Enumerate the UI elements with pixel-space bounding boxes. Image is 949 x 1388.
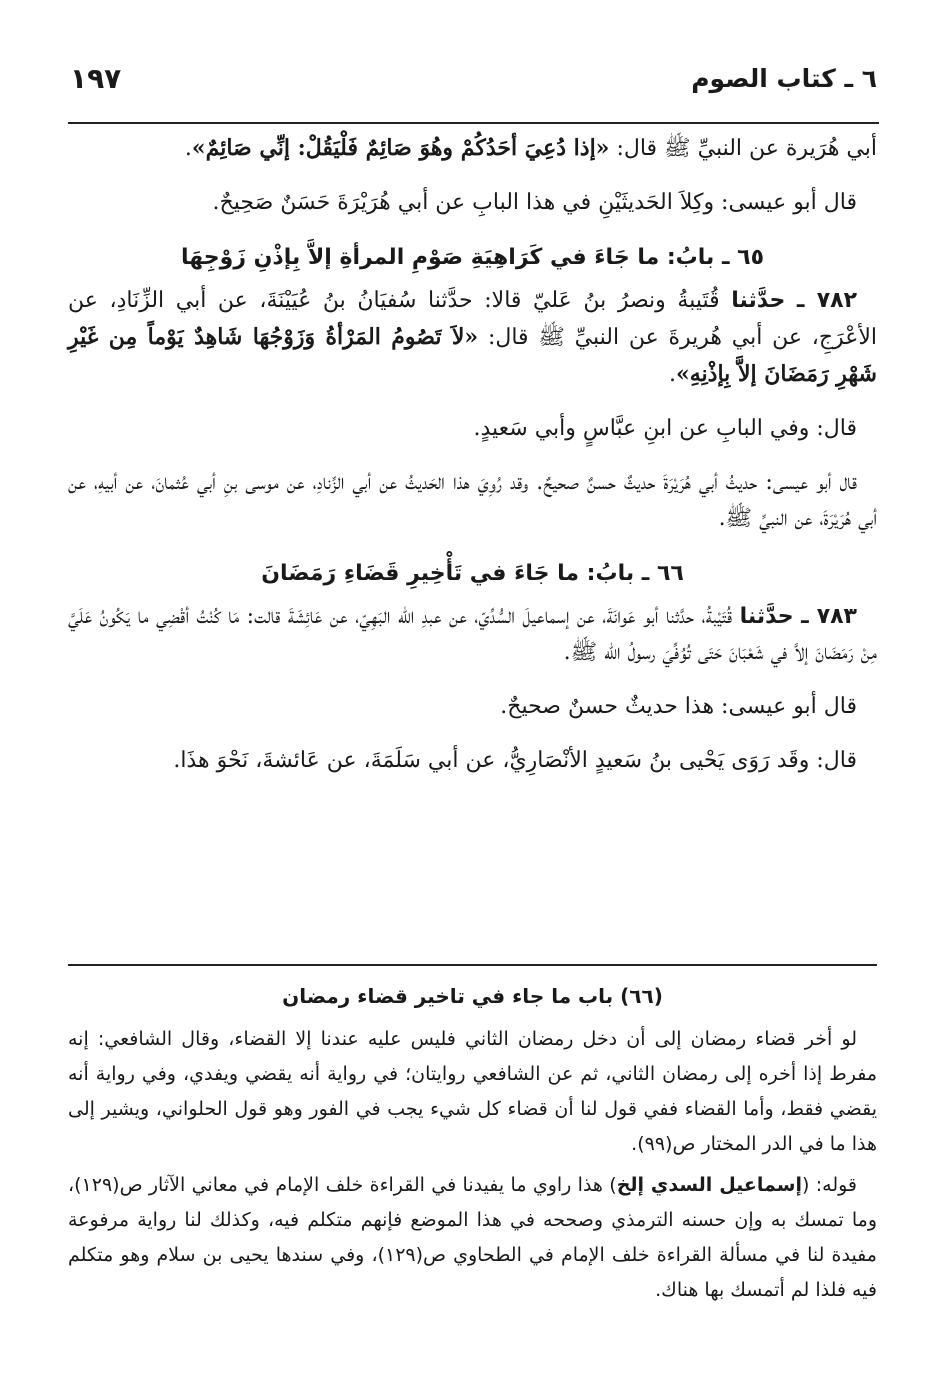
hadith-end: .: [184, 136, 192, 161]
hadith-783: [68, 599, 877, 671]
abu-isa-comment: قال أبو عيسى: حديثُ أبي هُرَيْرَةَ حديثٌ حسنٌ صحيحٌ. وقد رُوِيَ هذا الحَديثُ عن أبي الزِّنادِ، عن موسى بنِ أبي عُثمانَ، عن أبيهِ، عن أبي هُرَيْرَةَ، عن النبيِّ ﷺ.: [68, 470, 877, 531]
chapter-title: ٦ ـ كتاب الصوم: [691, 64, 877, 93]
hadith-end: .: [669, 362, 676, 387]
footnote-bold-term: إسماعيل السدي إلخ: [616, 1174, 802, 1196]
footnote-paragraph: [68, 1168, 877, 1308]
chapter-heading-65: ٦٥ ـ بابُ: ما جَاءَ في كَرَاهِيَةِ صَوْمِ المرأةِ إلاَّ بِإذْنِ زَوْجِهَا: [181, 245, 764, 270]
footnote-text: ) هذا راوي ما يفيدنا في القراءة خلف الإمام في معاني الآثار ص(١٢٩)، وما تمسك به وإن حسنه الترمذي وصححه في هذا الموضع فإنهم متكلم فيه، وكذلك لنا رواية مرفوعة مفيدة لنا في مسألة القراءة خلف الإمام في الطحاوي ص(١٢٩)، وفي سندها يحيى بن سلام وهو متكلم فيه فلذا لم أتمسك بها هناك.: [68, 1174, 877, 1301]
hadith-782: [68, 283, 877, 393]
hadith-isnad: قُتَيبةُ ونصرُ بنُ عَليّ قالا: حدَّثنا سُفيَانُ بنُ عُيَيْنَةَ، عن أبي الزِّنَادِ، عن الأعْرَجِ، عن أبي هُريرةَ عن النبيِّ ﷺ قال:: [68, 288, 877, 350]
riwaya-note: قال: وقَد رَوَى يَحْيى بنُ سَعيدٍ الأنْصَارِيُّ، عن أبي سَلَمَةَ، عن عَائشةَ، نَحْوَ هذَا.: [173, 748, 857, 773]
hadith-number: ٧٨٢ ـ: [796, 288, 858, 313]
main-text: [68, 130, 877, 779]
abu-isa-comment: قال أبو عيسى: هذا حديثٌ حسنٌ صحيحٌ.: [500, 694, 857, 719]
header-rule: [68, 122, 879, 124]
hadith-continuation: [68, 130, 877, 167]
hadith-text: قُتَيْبةُ، حدَّثنا أبو عَوانَةَ، عن إسماعيلَ السُّدِّيّ، عن عبدِ الله البَهِيّ، عن عَائِشَةَ قالت: مَا كُنْتُ أقْضِي ما يَكُونُ عَلَيَّ مِنْ رَمَضَانَ إلاَّ في شَعْبَانَ حَتَى تُوُفِّيَ رسولُ الله ﷺ.: [68, 604, 877, 665]
hadith-lead: أبي هُرَيرة عن النبيِّ ﷺ قال:: [616, 136, 877, 161]
footnote-commentary: [68, 976, 877, 1308]
footnote-rule: [68, 964, 877, 966]
haddathana: حدَّثنا: [739, 604, 794, 629]
bab-note: قال: وفي البابِ عن ابنِ عبَّاسٍ وأبي سَعيدٍ.: [473, 416, 857, 441]
hadith-quote: «إذا دُعِيَ أحَدُكُمْ وهُوَ صَائِمٌ فَلْيَقُلْ: إنِّي صَائِمٌ»: [191, 135, 610, 161]
footnote-heading: (٦٦) باب ما جاء في تاخير قضاء رمضان: [282, 984, 663, 1008]
running-head: [70, 62, 877, 108]
footnote-paragraph: لو أخر قضاء رمضان إلى أن دخل رمضان الثاني فليس عليه عندنا إلا القضاء، وقال الشافعي: إنه مفرط إذا أخره إلى رمضان الثاني، ثم عن الشافعي روايتان؛ في رواية أنه يقضي ويفدي، وفي رواية أنه يقضي فقط، وأما القضاء ففي قول لنا أن قضاء كل شيء يجب في الفور وهو قول الحلواني، ويشير إلى هذا ما في الدر المختار ص(٩٩).: [68, 1028, 877, 1155]
chapter-heading-66: ٦٦ ـ بابُ: ما جَاءَ في تَأْخِيرِ قَضَاءِ رَمَضَانَ: [261, 561, 684, 586]
abu-isa-comment: قال أبو عيسى: وكِلاَ الحَديثَيْنِ في هذا البابِ عن أبي هُرَيْرَةَ حَسَنٌ صَحِيحٌ.: [212, 190, 857, 215]
page-number: ١٩٧: [70, 62, 122, 95]
haddathana: حدَّثنا: [731, 288, 786, 313]
footnote-lead: قوله: (: [801, 1174, 858, 1196]
hadith-number: ٧٨٣ ـ: [801, 604, 857, 629]
hadith-quote: «لاَ تَصُومُ المَرْأةُ وَزَوْجُهَا شَاهِدٌ يَوْماً مِن غَيْرِ شَهْرِ رَمَضَانَ إلاَّ بِإذْنِهِ»: [68, 324, 877, 387]
